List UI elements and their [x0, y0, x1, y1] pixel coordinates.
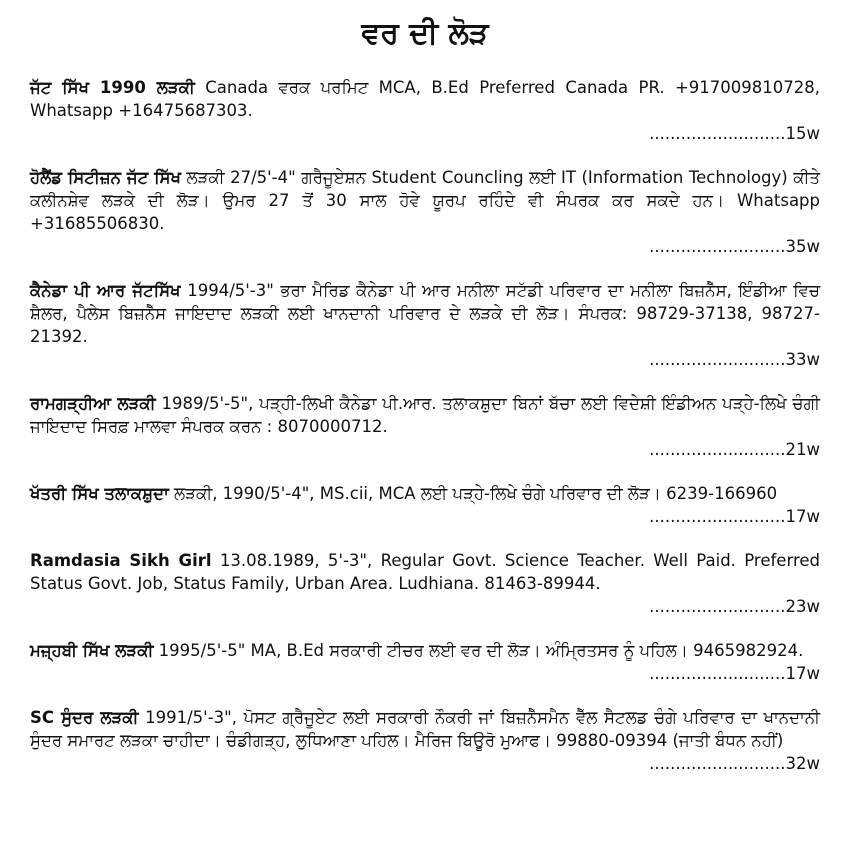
ad-body: Canada ਵਰਕ ਪਰਮਿਟ MCA, B.Ed Preferred Canada PR. +917009810728, Whatsapp +16475687303.: [30, 78, 821, 120]
ad-code: ..........................35w: [649, 237, 820, 256]
ad-code: ..........................21w: [649, 440, 820, 459]
ad-lead: Ramdasia Sikh Girl: [30, 551, 212, 570]
classified-ad: [30, 166, 820, 258]
ad-lead: ਹੋਲੈਂਡ ਸਿਟੀਜ਼ਨ ਜੱਟ ਸਿੱਖ: [30, 168, 181, 187]
ad-body: 1989/5'-5", ਪੜ੍ਹੀ-ਲਿਖੀ ਕੈਨੇਡਾ ਪੀ.ਆਰ. ਤਲਾਕਸ਼ੁਦਾ ਬਿਨਾਂ ਬੱਚਾ ਲਈ ਵਿਦੇਸ਼ੀ ਇੰਡੀਅਨ ਪੜ੍ਹੇ-ਲਿਖੇ ਚੰਗੀ ਜਾਇਦਾਦ ਸਿਰਫ਼ ਮਾਲਵਾ ਸੰਪਰਕ ਕਰਨ : 8070000712.: [30, 394, 820, 436]
ad-body: 1994/5'-3" ਭਰਾ ਮੈਰਿਡ ਕੈਨੇਡਾ ਪੀ ਆਰ ਮਨੀਲਾ ਸਟੱਡੀ ਪਰਿਵਾਰ ਦਾ ਮਨੀਲਾ ਬਿਜ਼ਨੈੱਸ, ਇੰਡੀਆ ਵਿਚ ਸ਼ੈਲਰ, ਪੈਲੇਸ ਬਿਜ਼ਨੈੱਸ ਜਾਇਦਾਦ ਲੜਕੀ ਲਈ ਖਾਨਦਾਨੀ ਪਰਿਵਾਰ ਦੇ ਲੜਕੇ ਦੀ ਲੋੜ। ਸੰਪਰਕ: 98729-37138, 98727-21392.: [30, 281, 820, 346]
ad-lead: ਜੱਟ ਸਿੱਖ 1990 ਲੜਕੀ: [30, 78, 195, 97]
ad-body: ਲੜਕੀ, 1990/5'-4", MS.cii, MCA ਲਈ ਪੜ੍ਹੇ-ਲਿਖੇ ਚੰਗੇ ਪਰਿਵਾਰ ਦੀ ਲੋੜ। 6239-166960: [174, 484, 778, 503]
ad-body: ਲੜਕੀ 27/5'-4" ਗਰੈਜੂਏਸ਼ਨ Student Councling ਲਈ IT (Information Technology) ਕੀਤੇ ਕਲੀਨਸ਼ੇਵ ਲੜਕੇ ਦੀ ਲੋੜ। ਉਮਰ 27 ਤੋਂ 30 ਸਾਲ ਹੋਵੇ ਯੂਰਪ ਰਹਿੰਦੇ ਵੀ ਸੰਪਰਕ ਕਰ ਸਕਦੇ ਹਨ। Whatsapp +31685506830.: [30, 168, 820, 233]
ad-lead: SC ਸੁੰਦਰ ਲੜਕੀ: [30, 708, 139, 727]
classified-ad: [30, 706, 820, 775]
classified-ad: [30, 76, 820, 145]
classified-ad: [30, 392, 820, 461]
ad-code: ..........................17w: [649, 507, 820, 526]
ad-lead: ਕੈਨੇਡਾ ਪੀ ਆਰ ਜੱਟਸਿੱਖ: [30, 281, 181, 300]
ad-code: ..........................33w: [649, 350, 820, 369]
ad-lead: ਮਜ਼੍ਹਬੀ ਸਿੱਖ ਲੜਕੀ: [30, 641, 154, 660]
classified-ad: [30, 482, 820, 528]
classified-ad: [30, 279, 820, 371]
ad-code: ..........................32w: [649, 754, 820, 773]
ad-body: 13.08.1989, 5'-3", Regular Govt. Science Teacher. Well Paid. Preferred Status Govt. Job, Status Family, Urban Area. Ludhiana. 81463-89944.: [30, 551, 820, 593]
classified-ad: [30, 549, 820, 618]
ad-body: 1995/5'-5" MA, B.Ed ਸਰਕਾਰੀ ਟੀਚਰ ਲਈ ਵਰ ਦੀ ਲੋੜ। ਅੰਮ੍ਰਿਤਸਰ ਨੂੰ ਪਹਿਲ। 9465982924.: [158, 641, 804, 660]
ad-code: ..........................15w: [649, 124, 820, 143]
page-title: ਵਰ ਦੀ ਲੋੜ: [361, 16, 489, 51]
ad-code: ..........................17w: [649, 664, 820, 683]
classified-ad: [30, 639, 820, 685]
ad-body: 1991/5'-3", ਪੋਸਟ ਗ੍ਰੈਜੂਏਟ ਲਈ ਸਰਕਾਰੀ ਨੌਕਰੀ ਜਾਂ ਬਿਜ਼ਨੈੱਸਮੈਨ ਵੈੱਲ ਸੈਟਲਡ ਚੰਗੇ ਪਰਿਵਾਰ ਦਾ ਖਾਨਦਾਨੀ ਸੁੰਦਰ ਸਮਾਰਟ ਲੜਕਾ ਚਾਹੀਦਾ। ਚੰਡੀਗੜ੍ਹ, ਲੁਧਿਆਣਾ ਪਹਿਲ। ਮੈਰਿਜ ਬਿਊਰੋ ਮੁਆਫ। 99880-09394 (ਜਾਤੀ ਬੰਧਨ ਨਹੀਂ): [30, 708, 821, 750]
ad-lead: ਖੱਤਰੀ ਸਿੱਖ ਤਲਾਕਸ਼ੁਦਾ: [30, 484, 169, 503]
ad-lead: ਰਾਮਗੜ੍ਹੀਆ ਲੜਕੀ: [30, 394, 156, 413]
ad-code: ..........................23w: [649, 597, 820, 616]
